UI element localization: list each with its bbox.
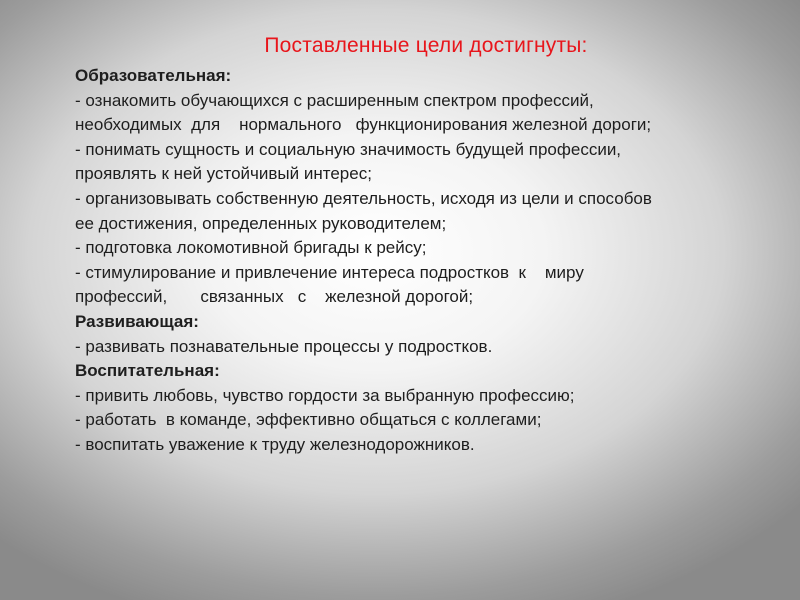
goal-line: ее достижения, определенных руководителем; [75,213,447,233]
goal-line: - ознакомить обучающихся с расширенным спектром профессий, [75,90,594,110]
goal-line: проявлять к ней устойчивый интерес; [75,164,372,184]
goal-line: - понимать сущность и социальную значимость будущей профессии, [75,139,622,159]
section-heading-developing: Развивающая: [75,311,199,331]
section-heading-educational: Образовательная: [75,66,232,85]
slide-body [75,64,775,458]
goal-line: - организовывать собственную деятельность, исходя из цели и способов [75,188,652,208]
goal-line: - развивать познавательные процессы у подростков. [75,336,493,356]
goal-line: - привить любовь, чувство гордости за выбранную профессию; [75,385,575,405]
section-heading-upbringing: Воспитательная: [75,361,220,381]
slide-title: Поставленные цели достигнуты: [264,34,588,57]
goal-line: - подготовка локомотивной бригады к рейсу; [75,238,427,258]
goal-line: - воспитать уважение к труду железнодорожников. [75,434,475,454]
goal-line: необходимых для нормального функционирования железной дороги; [75,115,652,135]
goal-line: - работать в команде, эффективно общаться с коллегами; [75,410,542,430]
goal-line: профессий, связанных с железной дорогой; [75,287,474,307]
goal-line: - стимулирование и привлечение интереса подростков к миру [75,262,584,282]
